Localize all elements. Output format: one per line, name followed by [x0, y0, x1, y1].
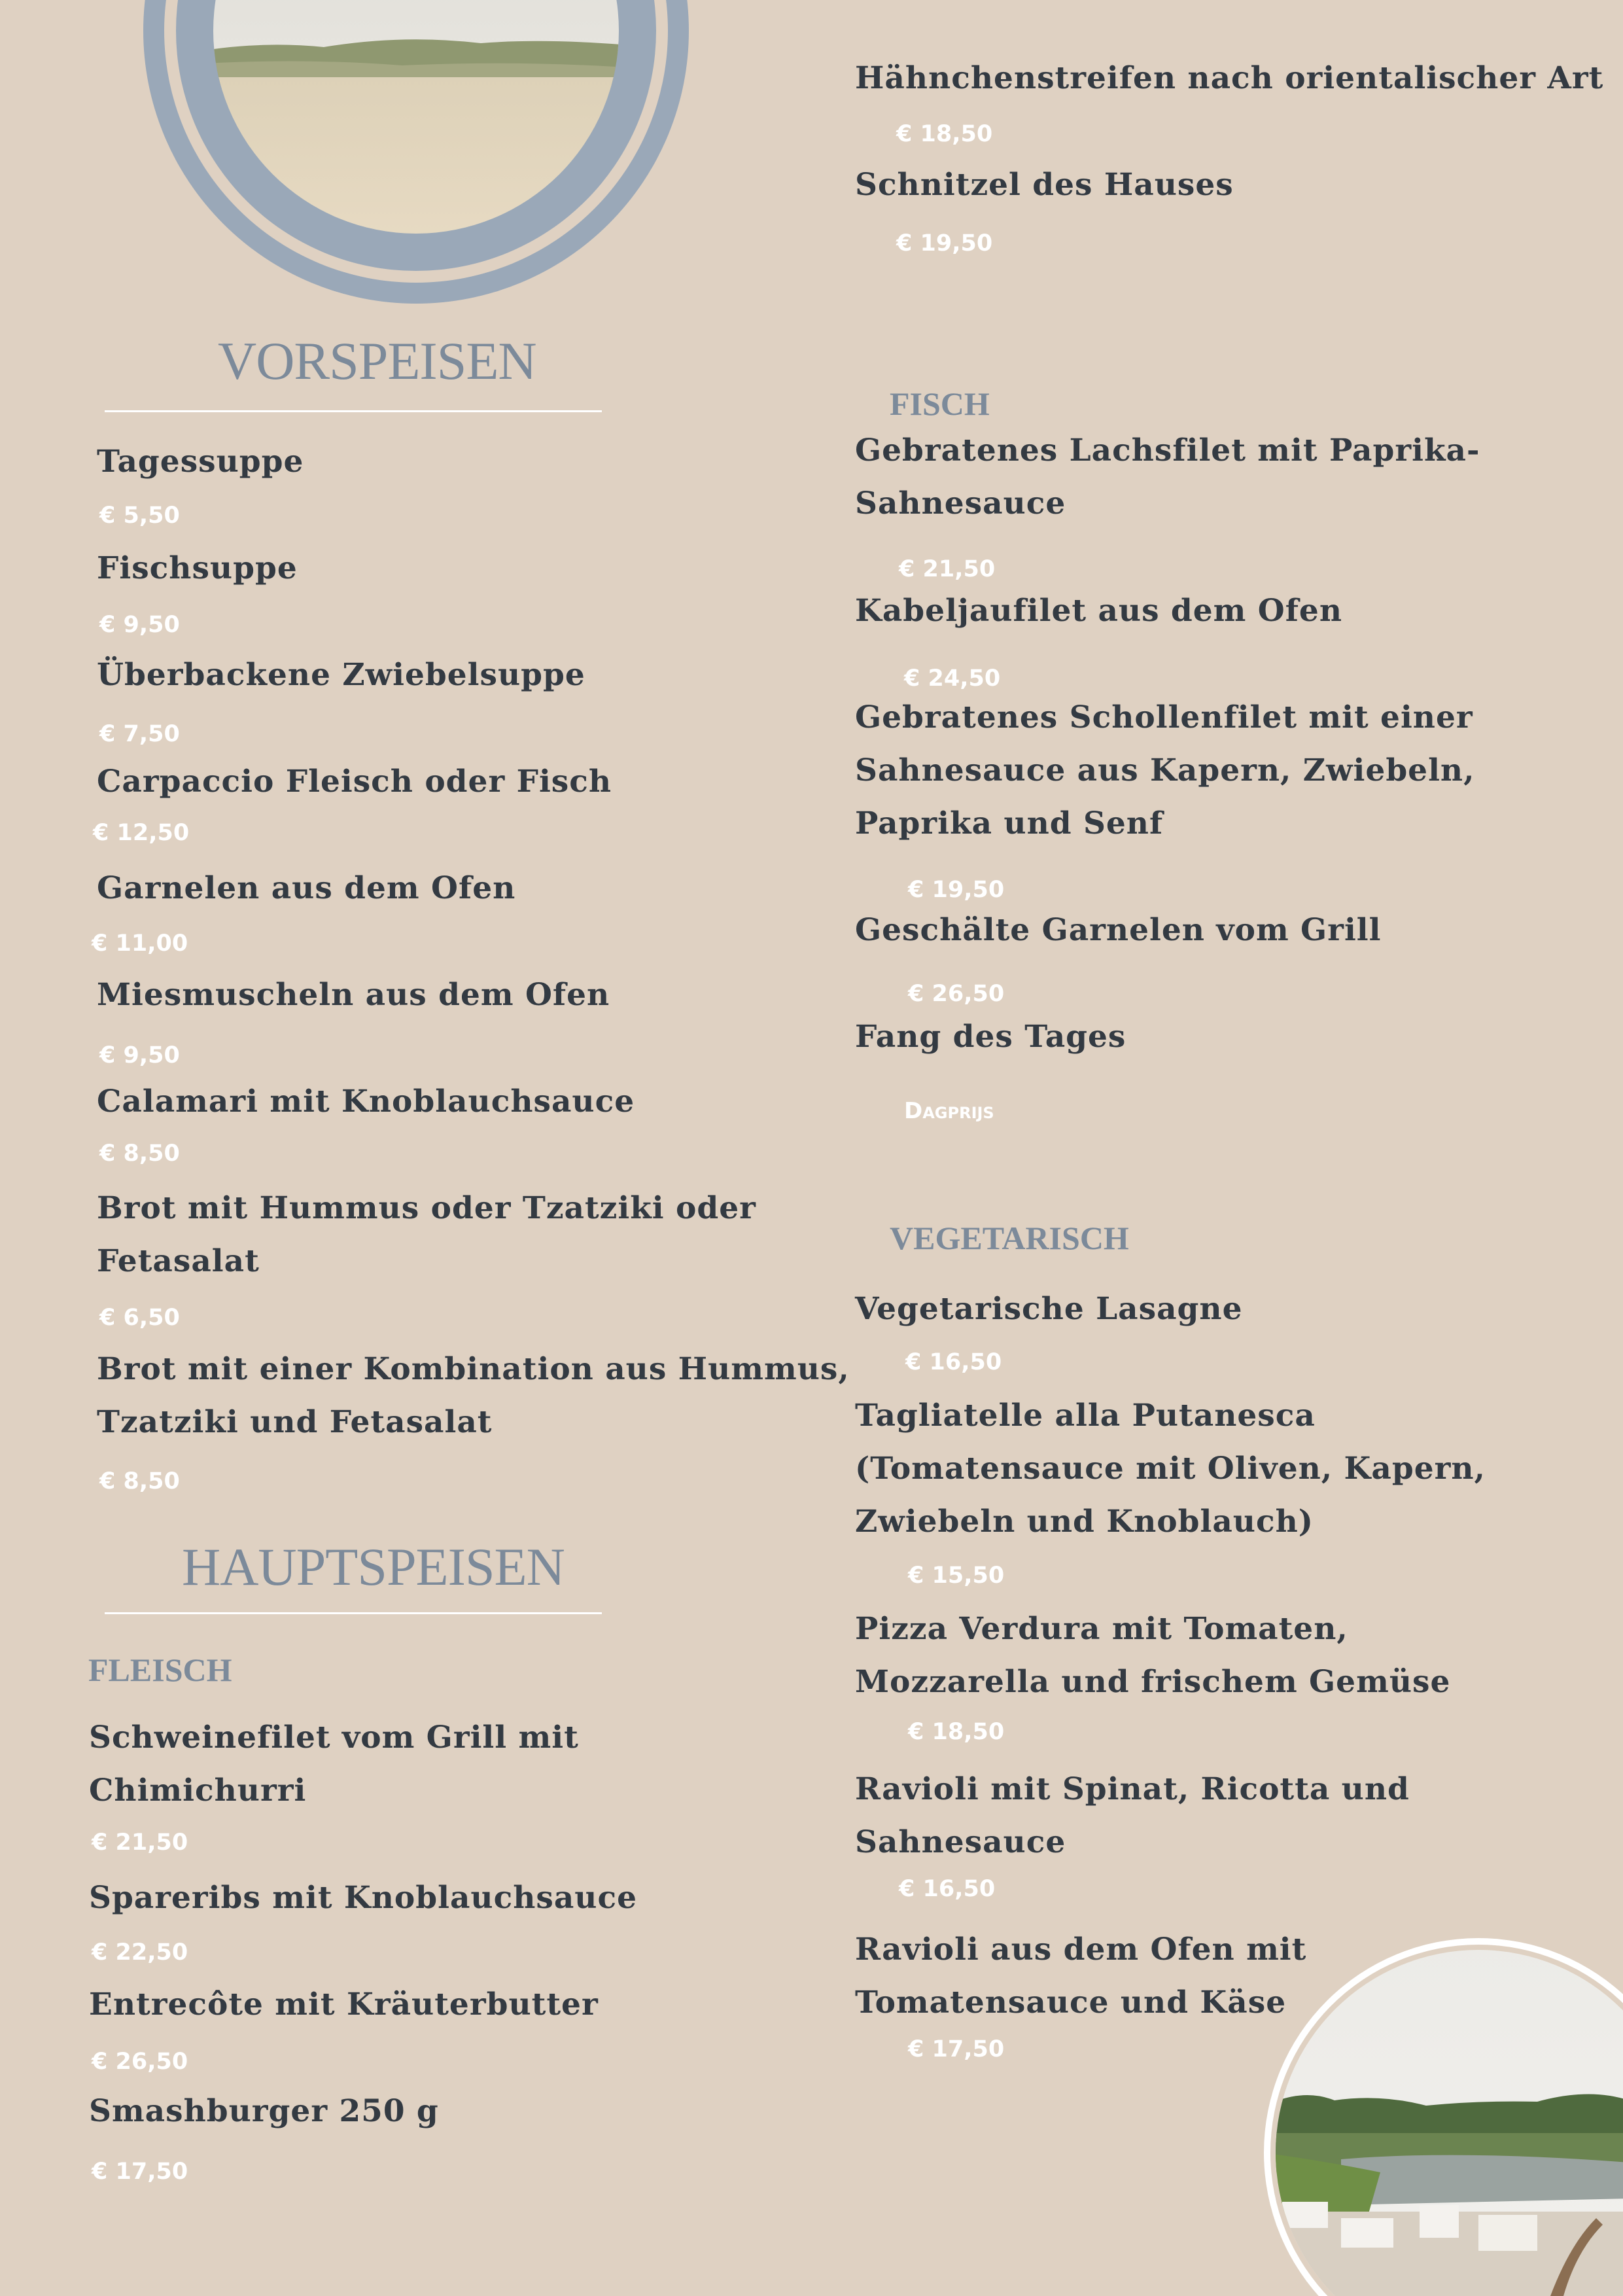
item-brot-hummus-line-2: Fetasalat — [97, 1243, 260, 1279]
item-schnitzel: Schnitzel des Hauses — [855, 167, 1234, 203]
item-ravioli-spinat-line-2: Sahnesauce — [855, 1824, 1066, 1860]
item-tagliatelle-line-2: (Tomatensauce mit Oliven, Kapern, — [855, 1451, 1486, 1487]
price-fischsuppe: € 9,50 — [99, 612, 180, 638]
price-calamari: € 8,50 — [99, 1140, 180, 1167]
price-schweinefilet: € 21,50 — [92, 1829, 188, 1856]
price-entrecote: € 26,50 — [92, 2049, 188, 2075]
item-lachsfilet-line-2: Sahnesauce — [855, 486, 1066, 521]
vegetarisch-heading: VEGETARISCH — [890, 1220, 1129, 1256]
item-haehnchenstreifen: Hähnchenstreifen nach orientalischer Art — [855, 60, 1604, 96]
item-garnelen-ofen: Garnelen aus dem Ofen — [97, 870, 516, 906]
item-spareribs: Spareribs mit Knoblauchsauce — [89, 1880, 637, 1916]
price-smashburger: € 17,50 — [92, 2159, 188, 2185]
item-pizza-verdura-line-2: Mozzarella und frischem Gemüse — [855, 1664, 1451, 1700]
item-brot-kombination — [97, 1343, 850, 1449]
price-ravioli-spinat: € 16,50 — [899, 1876, 996, 1902]
hauptspeisen-heading: HAUPTSPEISEN — [182, 1537, 565, 1597]
price-fang-des-tages: Dagprijs — [904, 1098, 994, 1124]
price-brot-kombination: € 8,50 — [99, 1468, 180, 1494]
hauptspeisen-divider — [105, 1612, 602, 1614]
price-zwiebelsuppe: € 7,50 — [99, 721, 180, 747]
item-schollenfilet-line-1: Gebratenes Schollenfilet mit einer — [855, 699, 1473, 735]
item-brot-hummus — [97, 1182, 756, 1288]
item-tagliatelle — [855, 1389, 1486, 1548]
item-tagliatelle-line-1: Tagliatelle alla Putanesca — [855, 1398, 1316, 1434]
price-lachsfilet: € 21,50 — [899, 556, 996, 582]
price-schollenfilet: € 19,50 — [908, 877, 1005, 903]
price-miesmuscheln: € 9,50 — [99, 1042, 180, 1069]
lake-photo — [1263, 1937, 1623, 2296]
item-lasagne: Vegetarische Lasagne — [855, 1291, 1243, 1327]
item-lachsfilet-line-1: Gebratenes Lachsfilet mit Paprika- — [855, 433, 1480, 468]
dune-photo — [128, 0, 710, 308]
fisch-heading: FISCH — [890, 385, 990, 422]
item-tagliatelle-line-3: Zwiebeln und Knoblauch) — [855, 1504, 1314, 1540]
item-kabeljaufilet: Kabeljaufilet aus dem Ofen — [855, 593, 1342, 629]
item-ravioli-ofen — [855, 1923, 1306, 2029]
price-brot-hummus: € 6,50 — [99, 1305, 180, 1331]
item-ravioli-spinat-line-1: Ravioli mit Spinat, Ricotta und — [855, 1771, 1410, 1807]
item-geschaelte-garnelen: Geschälte Garnelen vom Grill — [855, 912, 1382, 948]
item-calamari: Calamari mit Knoblauchsauce — [97, 1084, 635, 1120]
price-tagessuppe: € 5,50 — [99, 503, 180, 529]
item-brot-hummus-line-1: Brot mit Hummus oder Tzatziki oder — [97, 1190, 756, 1226]
vorspeisen-divider — [105, 410, 602, 412]
item-schollenfilet — [855, 691, 1475, 850]
item-brot-kombination-line-2: Tzatziki und Fetasalat — [97, 1404, 493, 1440]
item-schweinefilet-line-2: Chimichurri — [89, 1773, 307, 1809]
item-schweinefilet-line-1: Schweinefilet vom Grill mit — [89, 1720, 579, 1756]
price-spareribs: € 22,50 — [92, 1939, 188, 1966]
item-schollenfilet-line-3: Paprika und Senf — [855, 805, 1164, 841]
price-schnitzel: € 19,50 — [896, 230, 993, 256]
price-kabeljaufilet: € 24,50 — [904, 665, 1001, 692]
price-garnelen-ofen: € 11,00 — [92, 930, 188, 957]
item-fang-des-tages: Fang des Tages — [855, 1019, 1126, 1055]
item-fischsuppe: Fischsuppe — [97, 550, 298, 586]
item-smashburger: Smashburger 250 g — [89, 2093, 439, 2129]
price-lasagne: € 16,50 — [905, 1349, 1002, 1375]
item-tagessuppe: Tagessuppe — [97, 444, 304, 480]
item-ravioli-spinat — [855, 1763, 1410, 1869]
item-carpaccio: Carpaccio Fleisch oder Fisch — [97, 764, 612, 800]
item-miesmuscheln: Miesmuscheln aus dem Ofen — [97, 977, 610, 1013]
item-brot-kombination-line-1: Brot mit einer Kombination aus Hummus, — [97, 1351, 850, 1387]
item-zwiebelsuppe: Überbackene Zwiebelsuppe — [97, 657, 585, 693]
item-lachsfilet — [855, 424, 1480, 530]
item-pizza-verdura-line-1: Pizza Verdura mit Tomaten, — [855, 1611, 1348, 1647]
price-haehnchenstreifen: € 18,50 — [896, 121, 993, 147]
item-ravioli-ofen-line-2: Tomatensauce und Käse — [855, 1985, 1287, 2021]
item-pizza-verdura — [855, 1602, 1450, 1708]
price-geschaelte-garnelen: € 26,50 — [908, 981, 1005, 1007]
price-pizza-verdura: € 18,50 — [908, 1719, 1005, 1745]
item-schollenfilet-line-2: Sahnesauce aus Kapern, Zwiebeln, — [855, 752, 1475, 788]
item-schweinefilet — [89, 1711, 579, 1817]
price-ravioli-ofen: € 17,50 — [908, 2036, 1005, 2062]
price-carpaccio: € 12,50 — [93, 820, 190, 846]
fleisch-heading: FLEISCH — [88, 1651, 232, 1688]
price-tagliatelle: € 15,50 — [908, 1563, 1005, 1589]
item-ravioli-ofen-line-1: Ravioli aus dem Ofen mit — [855, 1932, 1307, 1968]
item-entrecote: Entrecôte mit Kräuterbutter — [89, 1987, 599, 2022]
vorspeisen-heading: VORSPEISEN — [218, 331, 536, 391]
